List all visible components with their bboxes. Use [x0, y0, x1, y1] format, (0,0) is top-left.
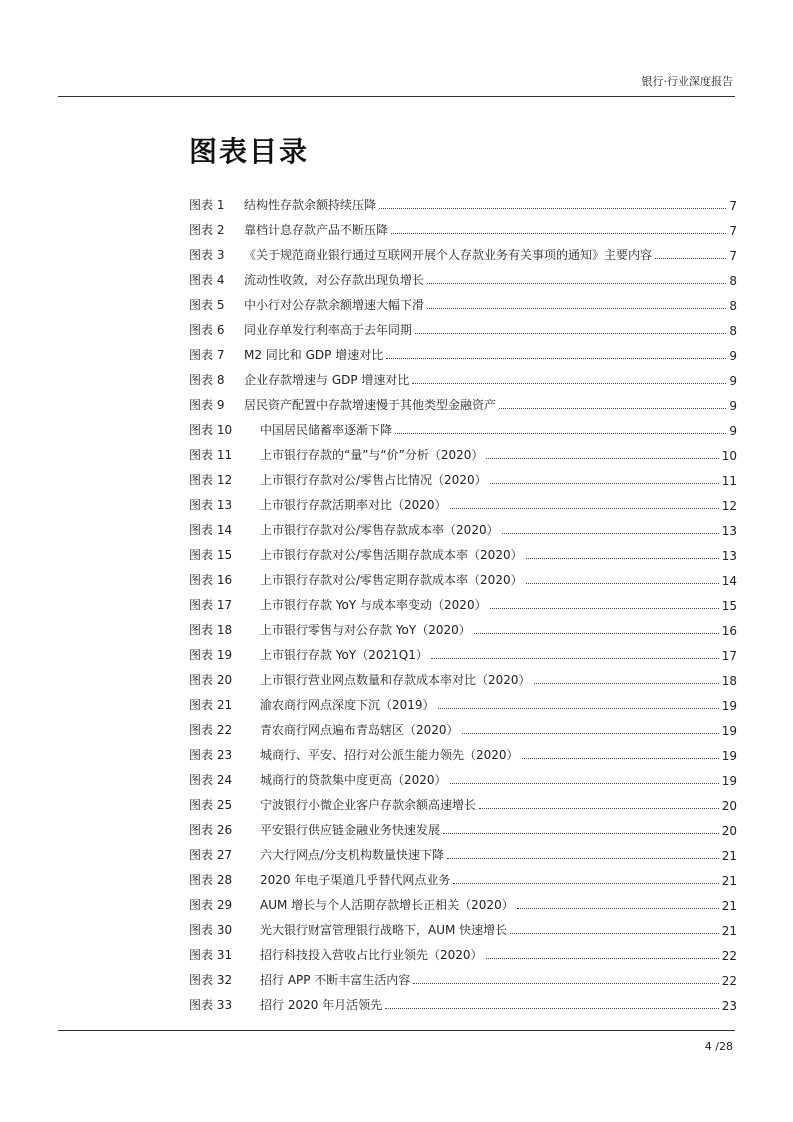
toc-entry-label: 图表 28 [189, 873, 233, 887]
toc-entry-label: 图表 6 [189, 323, 225, 337]
dot-leader [517, 908, 719, 909]
dot-leader [510, 933, 719, 934]
dot-leader [534, 683, 719, 684]
toc-entry-label: 图表 17 [189, 598, 233, 612]
toc-entry[interactable] [189, 888, 737, 913]
toc-entry-label: 图表 33 [189, 998, 233, 1012]
dot-leader [415, 333, 726, 334]
toc-entry-title: 上市银行存款对公/零售存款成本率（2020） [260, 523, 499, 537]
dot-leader [655, 258, 726, 259]
toc-entry-label: 图表 30 [189, 923, 233, 937]
toc-entry-title: 平安银行供应链金融业务快速发展 [260, 823, 441, 837]
toc-entry-title: 《关于规范商业银行通过互联网开展个人存款业务有关事项的通知》主要内容 [244, 248, 653, 262]
toc-entry-page: 22 [721, 949, 737, 963]
toc-entry[interactable] [189, 313, 737, 338]
toc-entry[interactable] [189, 488, 737, 513]
toc-entry-page: 7 [729, 224, 737, 238]
toc-entry[interactable] [189, 363, 737, 388]
dot-leader [413, 983, 718, 984]
toc-entry-page: 13 [721, 524, 737, 538]
dot-leader [431, 658, 719, 659]
toc-entry[interactable] [189, 338, 737, 363]
toc-entry-title: 居民资产配置中存款增速慢于其他类型金融资产 [244, 398, 497, 412]
footer-rule [58, 1030, 735, 1031]
toc-entry-page: 19 [721, 724, 737, 738]
dot-leader [427, 283, 726, 284]
toc-entry-title: 渝农商行网点深度下沉（2019） [260, 698, 435, 712]
dot-leader [490, 608, 719, 609]
dot-leader [526, 558, 719, 559]
toc-entry[interactable] [189, 988, 737, 1013]
toc-entry-title: M2 同比和 GDP 增速对比 [244, 348, 384, 362]
toc-entry-page: 19 [721, 749, 737, 763]
toc-entry-title: 六大行网点/分支机构数量快速下降 [260, 848, 445, 862]
toc-entry[interactable] [189, 788, 737, 813]
toc-entry-title: 城商行的贷款集中度更高（2020） [260, 773, 447, 787]
toc-entry-label: 图表 15 [189, 548, 233, 562]
toc-entry-page: 8 [729, 324, 737, 338]
dot-leader [391, 233, 726, 234]
toc-entry-page: 19 [721, 774, 737, 788]
toc-entry[interactable] [189, 188, 737, 213]
toc-entry-page: 21 [721, 874, 737, 888]
toc-entry-page: 19 [721, 699, 737, 713]
toc-entry-title: 招行科技投入营收占比行业领先（2020） [260, 948, 483, 962]
toc-entry-page: 21 [721, 899, 737, 913]
toc-entry[interactable] [189, 513, 737, 538]
toc-entry-page: 23 [721, 999, 737, 1013]
toc-entry-label: 图表 11 [189, 448, 233, 462]
toc-entry[interactable] [189, 663, 737, 688]
toc-entry-page: 17 [721, 649, 737, 663]
toc-entry-label: 图表 9 [189, 398, 225, 412]
toc-entry-label: 图表 13 [189, 498, 233, 512]
toc-entry[interactable] [189, 763, 737, 788]
toc-entry-page: 16 [721, 624, 737, 638]
toc-entry-page: 21 [721, 849, 737, 863]
toc-entry-title: 上市银行存款对公/零售定期存款成本率（2020） [260, 573, 523, 587]
toc-entry[interactable] [189, 563, 737, 588]
toc-entry-title: 光大银行财富管理银行战略下，AUM 快速增长 [260, 923, 508, 937]
toc-entry-label: 图表 14 [189, 523, 233, 537]
dot-leader [486, 458, 718, 459]
toc-entry[interactable] [189, 388, 737, 413]
toc-entry-title: 中小行对公存款余额增速大幅下滑 [244, 298, 425, 312]
toc-entry-label: 图表 22 [189, 723, 233, 737]
toc-entry-label: 图表 1 [189, 198, 225, 212]
toc-entry-page: 9 [729, 349, 737, 363]
toc-entry-label: 图表 3 [189, 248, 225, 262]
toc-entry-title: 同业存单发行利率高于去年同期 [244, 323, 413, 337]
toc-entry-label: 图表 25 [189, 798, 233, 812]
running-header: 银行·行业深度报告 [641, 75, 733, 88]
toc-entry-label: 图表 31 [189, 948, 233, 962]
toc-entry-page: 22 [721, 974, 737, 988]
toc-entry[interactable] [189, 963, 737, 988]
toc-entry-title: 上市银行存款 YoY 与成本率变动（2020） [260, 598, 487, 612]
toc-entry[interactable] [189, 463, 737, 488]
toc-entry-title: 招行 2020 年月活领先 [260, 998, 383, 1012]
toc-entry-page: 21 [721, 924, 737, 938]
toc-entry-title: 2020 年电子渠道几乎替代网点业务 [260, 873, 451, 887]
toc-entry-page: 7 [729, 249, 737, 263]
toc-entry[interactable] [189, 613, 737, 638]
dot-leader [453, 883, 718, 884]
dot-leader [486, 958, 719, 959]
toc-entry[interactable] [189, 638, 737, 663]
toc-entry-page: 20 [721, 799, 737, 813]
toc-entry[interactable] [189, 863, 737, 888]
toc-entry-label: 图表 20 [189, 673, 233, 687]
toc-entry-title: 上市银行存款 YoY（2021Q1） [260, 648, 428, 662]
toc-entry-label: 图表 2 [189, 223, 225, 237]
toc-entry-title: 上市银行零售与对公存款 YoY（2020） [260, 623, 471, 637]
toc-entry[interactable] [189, 813, 737, 838]
dot-leader [502, 533, 719, 534]
dot-leader [379, 208, 726, 209]
dot-leader [385, 1008, 719, 1009]
page-title: 图表目录 [189, 135, 310, 168]
toc-entry[interactable] [189, 538, 737, 563]
table-of-figures [189, 188, 737, 1013]
toc-entry[interactable] [189, 438, 737, 463]
dot-leader [443, 833, 719, 834]
toc-entry-page: 12 [721, 499, 737, 513]
toc-entry-label: 图表 12 [189, 473, 233, 487]
toc-entry-label: 图表 29 [189, 898, 233, 912]
toc-entry-title: 靠档计息存款产品不断压降 [244, 223, 389, 237]
toc-entry-title: 上市银行存款的“量”与“价”分析（2020） [260, 448, 484, 462]
toc-entry[interactable] [189, 238, 737, 263]
dot-leader [474, 633, 719, 634]
toc-entry-title: 上市银行存款活期率对比（2020） [260, 498, 447, 512]
toc-entry-title: AUM 增长与个人活期存款增长正相关（2020） [260, 898, 514, 912]
dot-leader [412, 383, 726, 384]
dot-leader [386, 358, 726, 359]
toc-entry[interactable] [189, 288, 737, 313]
toc-entry-page: 15 [721, 599, 737, 613]
toc-entry[interactable] [189, 738, 737, 763]
toc-entry-label: 图表 26 [189, 823, 233, 837]
toc-entry-page: 14 [721, 574, 737, 588]
toc-entry-page: 8 [729, 274, 737, 288]
toc-entry[interactable] [189, 913, 737, 938]
dot-leader [427, 308, 726, 309]
toc-entry[interactable] [189, 213, 737, 238]
toc-entry-label: 图表 19 [189, 648, 233, 662]
toc-entry-page: 9 [729, 374, 737, 388]
toc-entry-page: 7 [729, 199, 737, 213]
toc-entry-title: 上市银行存款对公/零售占比情况（2020） [260, 473, 487, 487]
toc-entry-title: 企业存款增速与 GDP 增速对比 [244, 373, 410, 387]
toc-entry-page: 8 [729, 299, 737, 313]
dot-leader [438, 708, 719, 709]
dot-leader [450, 508, 719, 509]
dot-leader [499, 408, 726, 409]
page-number: 4 /28 [704, 1040, 733, 1053]
header-rule [58, 96, 735, 97]
toc-entry-label: 图表 7 [189, 348, 225, 362]
toc-entry-title: 上市银行存款对公/零售活期存款成本率（2020） [260, 548, 523, 562]
toc-entry-page: 10 [721, 449, 737, 463]
toc-entry-label: 图表 8 [189, 373, 225, 387]
dot-leader [490, 483, 719, 484]
toc-entry-title: 宁波银行小微企业客户存款余额高速增长 [260, 798, 477, 812]
toc-entry[interactable] [189, 713, 737, 738]
toc-entry-label: 图表 4 [189, 273, 225, 287]
toc-entry[interactable] [189, 413, 737, 438]
toc-entry-page: 20 [721, 824, 737, 838]
toc-entry[interactable] [189, 588, 737, 613]
toc-entry-label: 图表 5 [189, 298, 225, 312]
toc-entry-page: 13 [721, 549, 737, 563]
toc-entry-title: 招行 APP 不断丰富生活内容 [260, 973, 411, 987]
toc-entry-label: 图表 21 [189, 698, 233, 712]
dot-leader [450, 783, 719, 784]
toc-entry-title: 上市银行营业网点数量和存款成本率对比（2020） [260, 673, 531, 687]
toc-entry-label: 图表 32 [189, 973, 233, 987]
toc-entry-page: 9 [729, 399, 737, 413]
toc-entry-title: 中国居民储蓄率逐渐下降 [260, 423, 393, 437]
toc-entry-title: 城商行、平安、招行对公派生能力领先（2020） [260, 748, 519, 762]
toc-entry-label: 图表 24 [189, 773, 233, 787]
toc-entry-title: 结构性存款余额持续压降 [244, 198, 377, 212]
dot-leader [447, 858, 719, 859]
toc-entry-label: 图表 23 [189, 748, 233, 762]
toc-entry-page: 9 [729, 424, 737, 438]
toc-entry-page: 11 [721, 474, 737, 488]
toc-entry-label: 图表 27 [189, 848, 233, 862]
toc-entry-label: 图表 10 [189, 423, 233, 437]
dot-leader [462, 733, 719, 734]
dot-leader [522, 758, 719, 759]
toc-entry-label: 图表 16 [189, 573, 233, 587]
toc-entry-page: 18 [721, 674, 737, 688]
toc-entry[interactable] [189, 263, 737, 288]
toc-entry[interactable] [189, 938, 737, 963]
dot-leader [526, 583, 719, 584]
toc-entry-label: 图表 18 [189, 623, 233, 637]
toc-entry-title: 流动性收敛，对公存款出现负增长 [244, 273, 425, 287]
toc-entry[interactable] [189, 838, 737, 863]
toc-entry[interactable] [189, 688, 737, 713]
toc-entry-title: 青农商行网点遍布青岛辖区（2020） [260, 723, 459, 737]
dot-leader [395, 433, 726, 434]
dot-leader [479, 808, 719, 809]
